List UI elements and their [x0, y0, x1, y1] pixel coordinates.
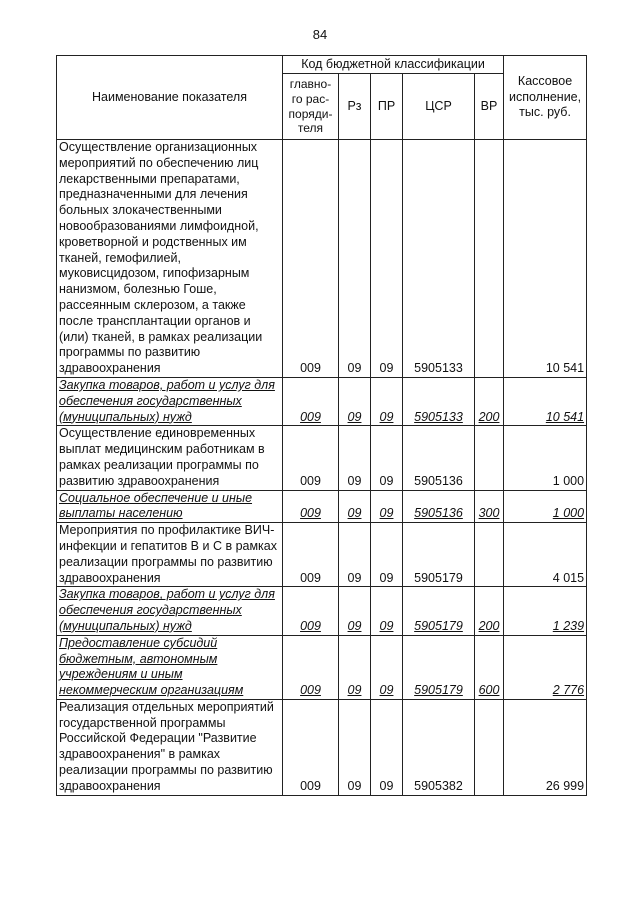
row-amount: 2 776 [504, 635, 587, 699]
row-rz: 09 [339, 523, 371, 587]
row-csr: 5905179 [403, 635, 475, 699]
row-rz: 09 [339, 635, 371, 699]
row-gl: 009 [283, 140, 339, 378]
row-name: Осуществление единовременных выплат медицинским работникам в рамках реализации программы по развитию здравоохранения [57, 426, 283, 490]
header-amount: Кассовое исполнение, тыс. руб. [504, 56, 587, 140]
row-name: Закупка товаров, работ и услуг для обеспечения государственных (муниципальных) нужд [57, 377, 283, 425]
row-gl: 009 [283, 490, 339, 523]
row-csr: 5905133 [403, 140, 475, 378]
row-amount: 10 541 [504, 140, 587, 378]
row-vr: 200 [475, 587, 504, 635]
row-vr: 300 [475, 490, 504, 523]
header-pr: ПР [371, 74, 403, 140]
table-row [57, 490, 587, 523]
table-row [57, 523, 587, 587]
row-rz: 09 [339, 490, 371, 523]
row-pr: 09 [371, 635, 403, 699]
row-amount: 1 239 [504, 587, 587, 635]
row-name: Предоставление субсидий бюджетным, автономным учреждениям и иным некоммерческим организациям [57, 635, 283, 699]
table-row [57, 377, 587, 425]
budget-execution-table [56, 55, 587, 796]
row-csr: 5905382 [403, 699, 475, 795]
row-name: Реализация отдельных мероприятий государственной программы Российской Федерации "Развитие здравоохранения" в рамках реализации программы по развитию здравоохранения [57, 699, 283, 795]
row-rz: 09 [339, 426, 371, 490]
header-gl: главно- го рас- поряди- теля [283, 74, 339, 140]
row-rz: 09 [339, 587, 371, 635]
row-pr: 09 [371, 587, 403, 635]
row-amount: 26 999 [504, 699, 587, 795]
row-csr: 5905179 [403, 587, 475, 635]
row-rz: 09 [339, 699, 371, 795]
row-csr: 5905136 [403, 490, 475, 523]
row-csr: 5905133 [403, 377, 475, 425]
row-vr [475, 140, 504, 378]
row-gl: 009 [283, 587, 339, 635]
header-budget-code-group: Код бюджетной классификации [283, 56, 504, 74]
row-gl: 009 [283, 699, 339, 795]
row-name: Мероприятия по профилактике ВИЧ-инфекции и гепатитов В и С в рамках реализации программы по развитию здравоохранения [57, 523, 283, 587]
row-csr: 5905179 [403, 523, 475, 587]
row-amount: 1 000 [504, 490, 587, 523]
row-vr [475, 699, 504, 795]
row-gl: 009 [283, 377, 339, 425]
row-name: Осуществление организационных мероприятий по обеспечению лиц лекарственными препаратами, предназначенными для лечения больных злокачественными новообразованиями лимфоидной, кроветворной и родственных им тканей, гемофилией, муковисцидозом, гипофизарным нанизмом, болезнью Гоше, рассеянным склерозом, а также после трансплантации органов и (или) тканей, в рамках реализации программы по развитию здравоохранения [57, 140, 283, 378]
row-rz: 09 [339, 377, 371, 425]
row-gl: 009 [283, 635, 339, 699]
page-number: 84 [312, 27, 328, 42]
header-rz: Рз [339, 74, 371, 140]
row-amount: 1 000 [504, 426, 587, 490]
row-name: Социальное обеспечение и иные выплаты населению [57, 490, 283, 523]
row-amount: 4 015 [504, 523, 587, 587]
row-gl: 009 [283, 523, 339, 587]
row-pr: 09 [371, 490, 403, 523]
row-pr: 09 [371, 426, 403, 490]
row-csr: 5905136 [403, 426, 475, 490]
row-vr [475, 426, 504, 490]
header-vr: ВР [475, 74, 504, 140]
row-amount: 10 541 [504, 377, 587, 425]
table-row [57, 635, 587, 699]
row-pr: 09 [371, 377, 403, 425]
row-vr: 200 [475, 377, 504, 425]
table-row [57, 140, 587, 378]
row-pr: 09 [371, 140, 403, 378]
row-vr [475, 523, 504, 587]
row-gl: 009 [283, 426, 339, 490]
header-name: Наименование показателя [57, 56, 283, 140]
table-row [57, 426, 587, 490]
row-name: Закупка товаров, работ и услуг для обеспечения государственных (муниципальных) нужд [57, 587, 283, 635]
header-csr: ЦСР [403, 74, 475, 140]
row-pr: 09 [371, 699, 403, 795]
row-pr: 09 [371, 523, 403, 587]
table-row [57, 587, 587, 635]
row-vr: 600 [475, 635, 504, 699]
table-row [57, 699, 587, 795]
row-rz: 09 [339, 140, 371, 378]
